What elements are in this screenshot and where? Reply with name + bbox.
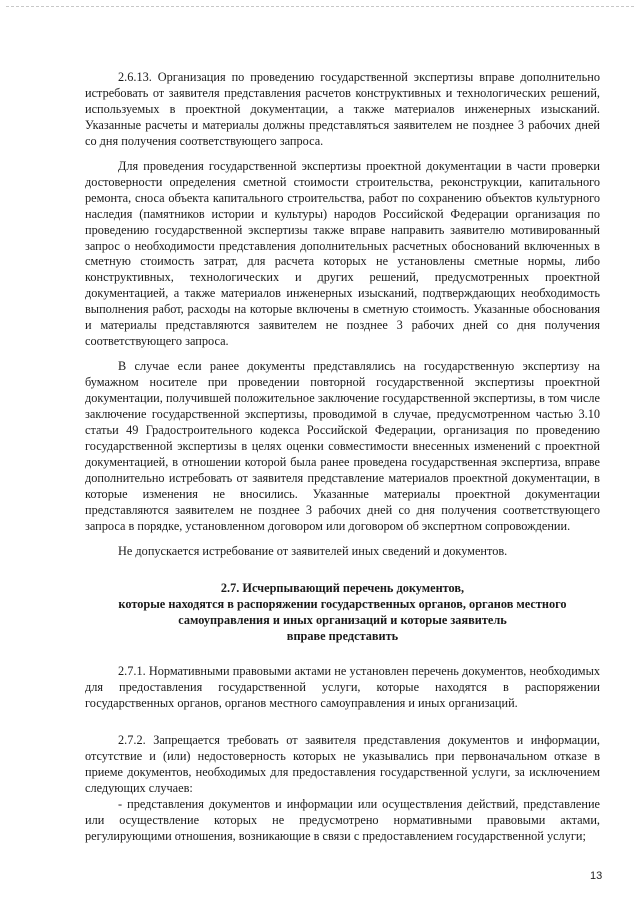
paragraph-repeat-expertise: В случае если ранее документы представлялись на государственную экспертизу на бумажном носителе при проведении повторной государственной экспертизы проектной документации, получившей положительное заключение государственной экспертизы, в том числе заключение государственной экспертизы, проводимой в случае, предусмотренном частью 3.10 статьи 49 Градостроительного кодекса Российской Федерации, организация по проведению государственной экспертизы в целях оценки совместимости внесенных изменений с проектной документацией, в отношении которой была ранее проведена государственная экспертиза, вправе дополнительно истребовать от заявителя представление материалов проектной документации, в которые изменения не вносились. Указанные материалы проектной документации представляются заявителем не позднее 3 рабочих дней со дня получения соответствующего запроса в порядке, установленном договором или договором об экспертном сопровождении.	[85, 359, 600, 533]
heading-line-2: которые находятся в распоряжении государственных органов, органов местного	[118, 596, 567, 611]
paragraph-2-7-2: 2.7.2. Запрещается требовать от заявителя представления документов и информации, отсутствие и (или) недостоверность которых не указывались при первоначальном отказе в приеме документов, необходимых для предоставления государственной услуги, за исключением следующих случаев:	[85, 733, 600, 796]
section-heading-2-7	[85, 581, 600, 645]
document-page	[85, 70, 600, 845]
paragraph-2-6-13: 2.6.13. Организация по проведению государственной экспертизы вправе дополнительно истребовать от заявителя представления расчетов конструктивных и технологических решений, используемых в проектной документации, а также материалов инженерных изысканий. Указанные расчеты и материалы должны представляться заявителем не позднее 3 рабочих дней со дня получения соответствующего запроса.	[85, 70, 600, 148]
page-number: 13	[590, 870, 603, 882]
heading-line-1: 2.7. Исчерпывающий перечень документов,	[220, 580, 465, 595]
heading-line-3: самоуправления и иных организаций и которые заявитель	[178, 612, 507, 627]
paragraph-no-extra-documents: Не допускается истребование от заявителей иных сведений и документов.	[118, 543, 508, 558]
list-item-exception-1: - представления документов и информации или осуществления действий, представление или осуществление которых не предусмотрено нормативными правовыми актами, регулирующими отношения, возникающие в связи с предоставлением государственной услуги;	[85, 797, 600, 844]
scan-border-line	[6, 6, 634, 7]
paragraph-estimate-verification: Для проведения государственной экспертизы проектной документации в части проверки достоверности определения сметной стоимости строительства, реконструкции, капитального ремонта, сноса объекта капитального строительства, работ по сохранению объектов культурного наследия (памятников истории и культуры) народов Российской Федерации организация по проведению государственной экспертизы также вправе направить заявителю мотивированный запрос о необходимости представления дополнительных расчетных обоснований включенных в сметную стоимость затрат, для расчета которых не установлены сметные нормы, либо конструктивных, технологических и других решений, предусмотренных проектной документацией, а также материалов инженерных изысканий, подтверждающих необходимость выполнения работ, расходы на которые включены в сметную стоимость. Указанные обоснования и материалы представляются заявителем не позднее 3 рабочих дней со дня получения соответствующего запроса.	[85, 158, 600, 349]
heading-line-4: вправе представить	[286, 628, 399, 643]
paragraph-2-7-1: 2.7.1. Нормативными правовыми актами не установлен перечень документов, необходимых для предоставления государственной услуги, которые находятся в распоряжении государственных органов, органов местного самоуправления и иных организаций.	[85, 664, 600, 711]
